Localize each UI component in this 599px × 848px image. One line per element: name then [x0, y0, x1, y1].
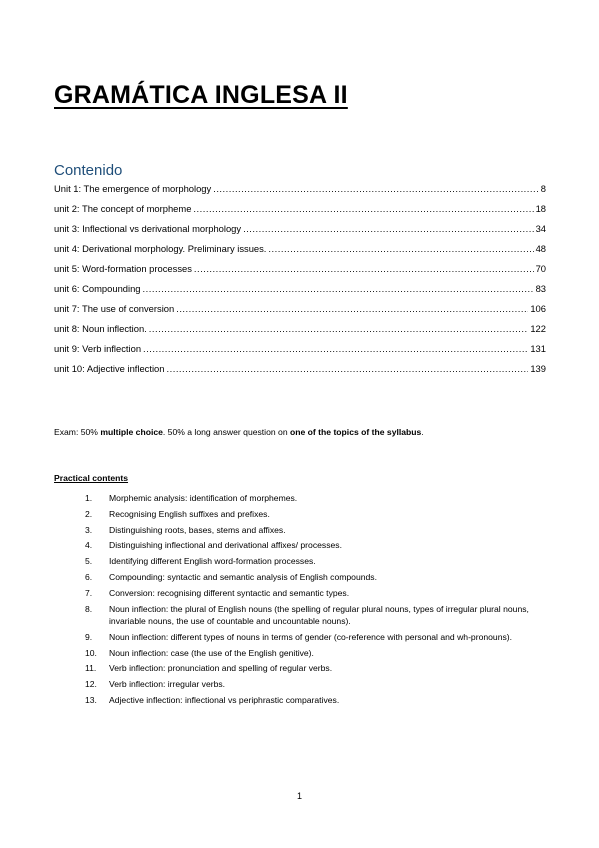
table-of-contents — [54, 182, 546, 382]
list-item-number: 9. — [85, 631, 93, 642]
list-item — [85, 662, 555, 675]
toc-entry-label: unit 3: Inflectional vs derivational morphology — [54, 223, 242, 234]
toc-entry-label: unit 10: Adjective inflection — [54, 363, 165, 374]
toc-leader-dots — [243, 222, 533, 236]
list-item-number: 8. — [85, 603, 93, 614]
exam-note-prefix: Exam: 50% — [54, 427, 101, 437]
list-item-text: Distinguishing roots, bases, stems and affixes. — [109, 524, 286, 535]
toc-leader-dots — [193, 202, 533, 216]
toc-entry-page: 131 — [530, 343, 546, 354]
toc-leader-dots — [194, 262, 534, 276]
list-item-text: Verb inflection: pronunciation and spelling of regular verbs. — [109, 663, 333, 674]
list-item — [85, 603, 555, 628]
toc-entry-label: unit 9: Verb inflection — [54, 343, 142, 354]
list-item-text: Morphemic analysis: identification of morphemes. — [109, 493, 298, 503]
toc-entry-label: unit 4: Derivational morphology. Preliminary issues. — [54, 243, 267, 254]
page-title: GRAMÁTICA INGLESA II — [54, 81, 348, 109]
list-item — [85, 571, 555, 584]
exam-note — [54, 426, 424, 438]
toc-entry[interactable] — [54, 282, 546, 302]
toc-entry-page: 48 — [535, 243, 546, 254]
list-item-number: 3. — [85, 524, 93, 535]
list-item-text: Noun inflection: case (the use of the English genitive). — [109, 647, 314, 658]
toc-leader-dots — [167, 362, 529, 376]
toc-entry-page: 83 — [535, 283, 546, 294]
list-item-number: 4. — [85, 540, 93, 551]
toc-entry-label: unit 2: The concept of morpheme — [54, 203, 192, 214]
list-item-text: Compounding: syntactic and semantic analysis of English compounds. — [109, 571, 377, 582]
toc-entry-page: 122 — [530, 323, 546, 334]
list-item — [85, 694, 555, 707]
toc-heading: Contenido — [54, 162, 123, 179]
exam-note-middle: . 50% a long answer question on — [162, 427, 290, 437]
list-item-text: Identifying different English word-formation processes. — [109, 556, 316, 567]
toc-leader-dots — [268, 242, 533, 256]
list-item — [85, 508, 555, 521]
list-item — [85, 539, 555, 552]
list-item-text: Verb inflection: irregular verbs. — [109, 679, 226, 690]
exam-note-suffix: . — [421, 427, 424, 437]
list-item — [85, 492, 555, 505]
toc-entry-page: 34 — [535, 223, 546, 234]
toc-entry-page: 139 — [530, 363, 546, 374]
list-item-text: Recognising English suffixes and prefixes. — [109, 508, 270, 519]
toc-entry-label: Unit 1: The emergence of morphology — [54, 183, 212, 194]
toc-entry-page: 8 — [540, 183, 546, 194]
toc-entry[interactable] — [54, 322, 546, 342]
list-item-text: Conversion: recognising different syntactic and semantic types. — [109, 587, 350, 598]
toc-entry[interactable] — [54, 202, 546, 222]
exam-note-topics: one of the topics of the syllabus — [290, 427, 422, 437]
toc-entry-label: unit 8: Noun inflection. — [54, 323, 147, 334]
list-item-number: 7. — [85, 587, 93, 598]
toc-entry-label: unit 5: Word-formation processes — [54, 263, 192, 274]
exam-note-multiple-choice: multiple choice — [100, 427, 163, 437]
list-item-number: 1. — [85, 493, 93, 503]
toc-leader-dots — [176, 302, 528, 316]
toc-leader-dots — [149, 322, 529, 336]
toc-entry[interactable] — [54, 242, 546, 262]
list-item — [85, 587, 555, 600]
list-item-text: Distinguishing inflectional and derivational affixes/ processes. — [109, 540, 342, 551]
toc-entry-page: 70 — [535, 263, 546, 274]
toc-entry-label: unit 6: Compounding — [54, 283, 141, 294]
toc-leader-dots — [143, 282, 534, 296]
list-item-text: Noun inflection: the plural of English nouns (the spelling of regular plural nouns, types of irregular plural nouns, invariable nouns, the use of countable and uncountable nouns). — [109, 603, 529, 627]
list-item-text: Adjective inflection: inflectional vs periphrastic comparatives. — [109, 695, 340, 706]
page-number: 1 — [296, 791, 302, 801]
list-item-number: 10. — [85, 647, 97, 658]
toc-entry-label: unit 7: The use of conversion — [54, 303, 175, 314]
toc-entry[interactable] — [54, 342, 546, 362]
practical-contents-list — [85, 492, 555, 710]
list-item — [85, 631, 555, 644]
toc-leader-dots — [213, 182, 539, 196]
list-item-number: 12. — [85, 679, 97, 690]
toc-entry[interactable] — [54, 302, 546, 322]
toc-entry[interactable] — [54, 222, 546, 242]
list-item — [85, 524, 555, 537]
list-item-number: 2. — [85, 508, 93, 519]
list-item — [85, 555, 555, 568]
list-item-number: 6. — [85, 571, 93, 582]
toc-entry-page: 18 — [535, 203, 546, 214]
toc-entry[interactable] — [54, 262, 546, 282]
list-item-number: 5. — [85, 556, 93, 567]
toc-entry[interactable] — [54, 182, 546, 202]
list-item-number: 13. — [85, 695, 97, 706]
list-item — [85, 678, 555, 691]
list-item-number: 11. — [85, 663, 97, 674]
toc-entry-page: 106 — [530, 303, 546, 314]
toc-entry[interactable] — [54, 362, 546, 382]
list-item — [85, 647, 555, 660]
practical-contents-heading: Practical contents — [54, 473, 129, 483]
toc-leader-dots — [143, 342, 528, 356]
list-item-text: Noun inflection: different types of nouns in terms of gender (co-reference with personal and wh-pronouns). — [109, 631, 513, 642]
